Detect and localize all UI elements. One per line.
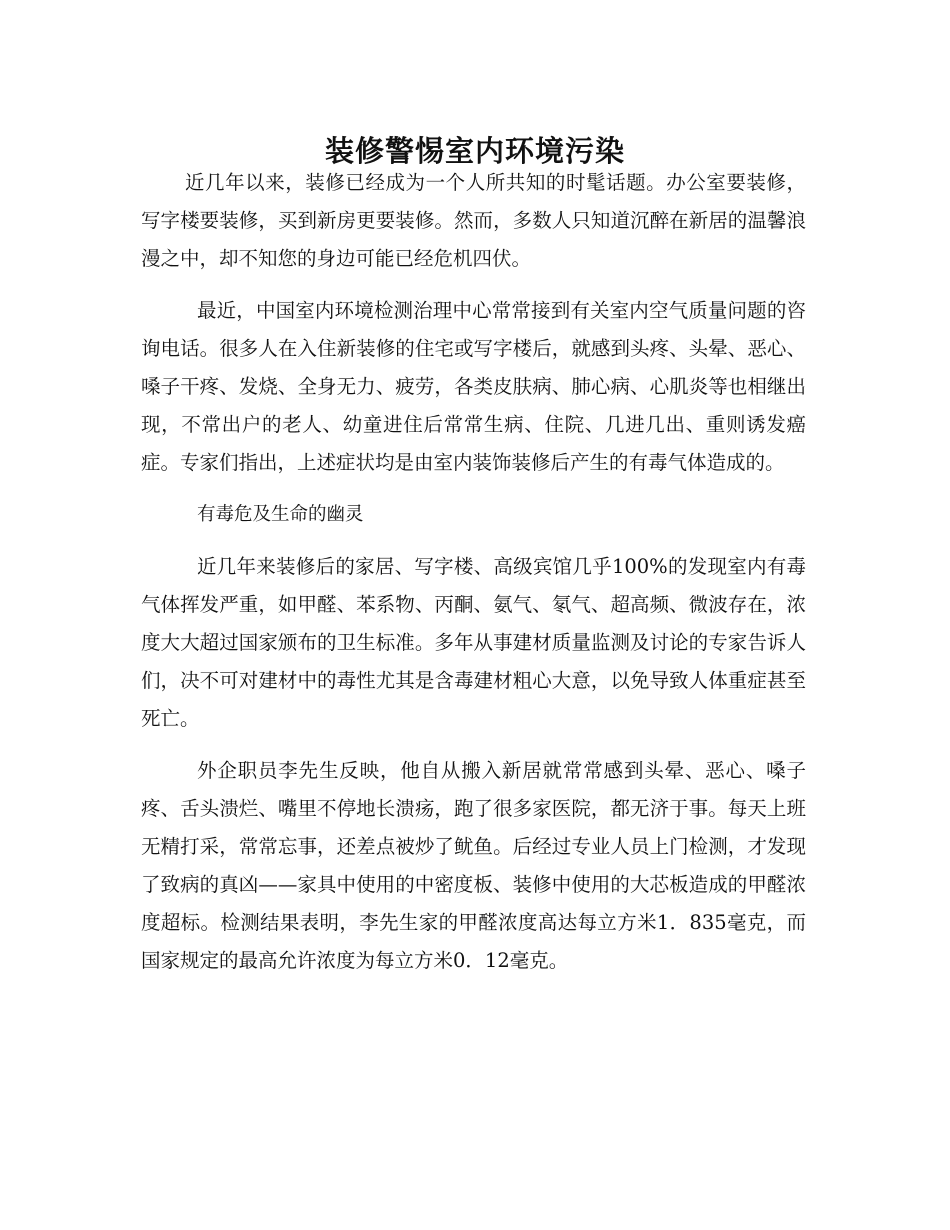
section-heading: 有毒危及生命的幽灵 (197, 504, 364, 525)
document-body (141, 164, 806, 994)
paragraph-symptoms: 最近，中国室内环境检测治理中心常常接到有关室内空气质量问题的咨询电话。很多人在入住新装修的住宅或写字楼后，就感到头疼、头晕、恶心、嗓子干疼、发烧、全身无力、疲劳，各类皮肤病、肺心病、心肌炎等也相继出现，不常出户的老人、幼童进住后常常生病、住院、几进几出、重则诱发癌症。专家们指出，上述症状均是由室内装饰装修后产生的有毒气体造成的。 (141, 299, 806, 474)
paragraph-intro: 近几年以来，装修已经成为一个人所共知的时髦话题。办公室要装修，写字楼要装修，买到新房更要装修。然而，多数人只知道沉醉在新居的温馨浪漫之中，却不知您的身边可能已经危机四伏。 (141, 171, 806, 270)
paragraph-case-study: 外企职员李先生反映，他自从搬入新居就常常感到头晕、恶心、嗓子疼、舌头溃烂、嘴里不停地长溃疡，跑了很多家医院，都无济于事。每天上班无精打采，常常忘事，还差点被炒了鱿鱼。后经过专业人员上门检测，才发现了致病的真凶——家具中使用的中密度板、装修中使用的大芯板造成的甲醛浓度超标。检测结果表明，李先生家的甲醛浓度高达每立方米1．835毫克，而国家规定的最高允许浓度为每立方米0．12毫克。 (141, 759, 806, 972)
paragraph-toxic-gases: 近几年来装修后的家居、写字楼、高级宾馆几乎100%的发现室内有毒气体挥发严重，如甲醛、苯系物、丙酮、氨气、氡气、超高频、微波存在，浓度大大超过国家颁布的卫生标准。多年从事建材质量监测及讨论的专家告诉人们，决不可对建材中的毒性尤其是含毒建材粗心大意，以免导致人体重症甚至死亡。 (141, 555, 806, 730)
document-title: 装修警惕室内环境污染 (324, 134, 625, 169)
